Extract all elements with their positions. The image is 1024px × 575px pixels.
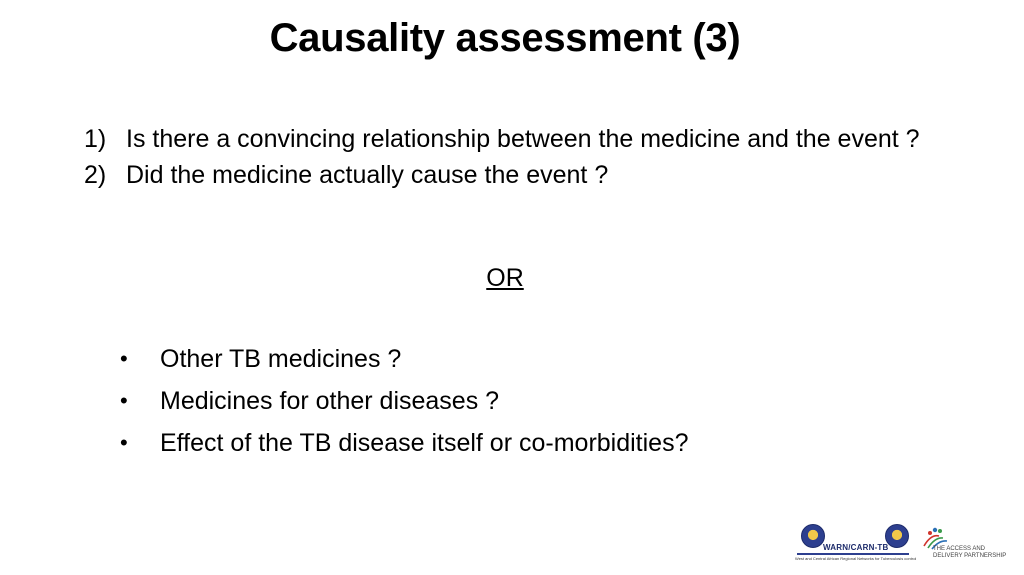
bullet-item-text: Other TB medicines ? <box>160 345 402 373</box>
numbered-item <box>84 121 944 157</box>
numbered-marker: 2) <box>84 161 107 189</box>
bullet-icon: • <box>120 388 128 413</box>
or-separator: OR <box>486 264 524 292</box>
numbered-item <box>84 157 944 193</box>
adp-logo-text <box>933 546 1006 560</box>
warn-carn-tb-subtitle: West and Central African Regional Networks for Tuberculosis control <box>795 556 917 561</box>
warn-carn-tb-logo-text: WARN/CARN-TB <box>823 543 889 552</box>
bullet-list <box>118 340 689 466</box>
adp-line-1: THE ACCESS AND <box>933 546 986 552</box>
numbered-marker: 1) <box>84 125 107 153</box>
bullet-item <box>118 382 689 424</box>
bullet-icon: • <box>120 346 128 371</box>
seal-icon <box>801 524 825 548</box>
logo-divider <box>797 553 909 555</box>
bullet-icon: • <box>120 430 128 455</box>
numbered-list <box>84 121 944 193</box>
footer-logos <box>793 520 1023 572</box>
numbered-item-text: Is there a convincing relationship between the medicine and the event ? <box>126 125 920 153</box>
bullet-item-text: Effect of the TB disease itself or co-morbidities? <box>160 429 689 457</box>
numbered-item-text: Did the medicine actually cause the event ? <box>126 161 609 189</box>
bullet-item <box>118 424 689 466</box>
bullet-item-text: Medicines for other diseases ? <box>160 387 500 415</box>
slide-title: Causality assessment (3) <box>269 16 741 60</box>
bullet-item <box>118 340 689 382</box>
adp-line-2: DELIVERY PARTNERSHIP <box>933 553 1007 559</box>
